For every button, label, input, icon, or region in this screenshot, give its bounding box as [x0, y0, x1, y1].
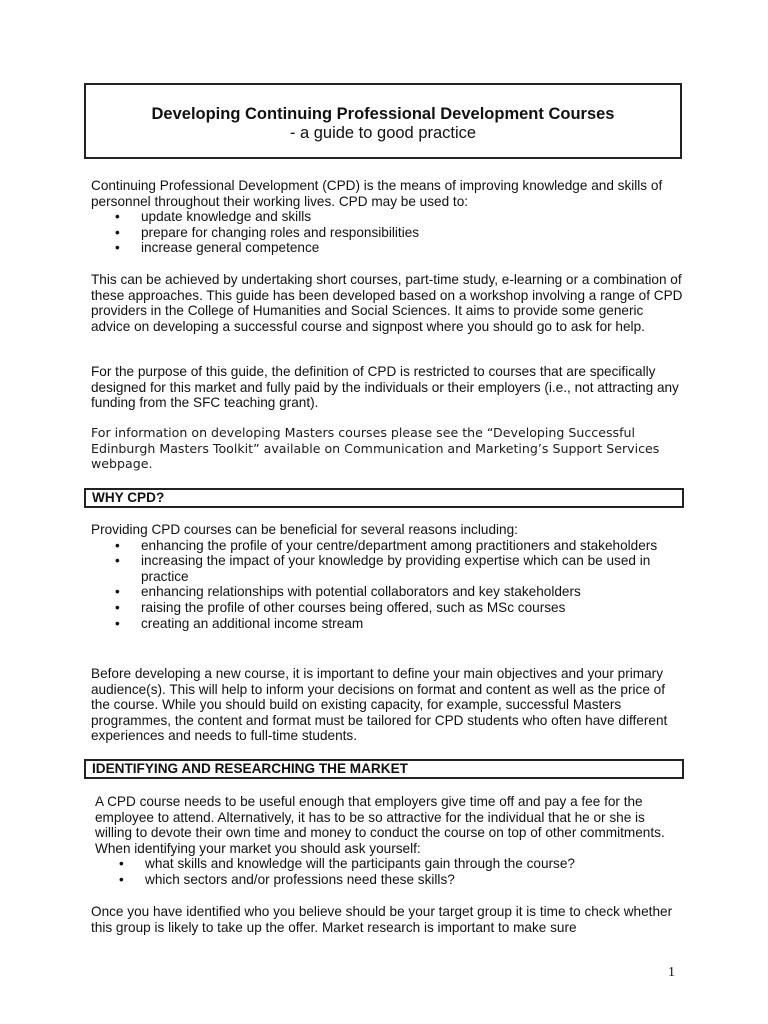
list-item: • which sectors and/or professions need these skills?	[119, 871, 455, 887]
why-cpd-heading: WHY CPD?	[84, 488, 684, 508]
list-item: • what skills and knowledge will the participants gain through the course?	[119, 856, 575, 872]
list-item: • prepare for changing roles and responsibilities	[115, 224, 420, 240]
market-bullet-list	[95, 856, 683, 887]
market-paragraph: A CPD course needs to be useful enough that employers give time off and pay a fee for the employee to attend. Alternatively, it has to be so attractive for the individual that he or she is willing to devote their own time and money to conduct the course on top of other commitments. When identifying your market you should ask yourself:	[95, 794, 665, 856]
page-number: 1	[668, 965, 675, 980]
bullet-icon: •	[115, 240, 120, 256]
why-cpd-bullet-list	[91, 538, 683, 632]
bullet-icon: •	[115, 599, 120, 615]
bullet-icon: •	[119, 856, 124, 872]
bullet-icon: •	[115, 224, 120, 240]
bullet-icon: •	[115, 553, 120, 569]
market-heading: IDENTIFYING AND RESEARCHING THE MARKET	[84, 759, 684, 779]
definition-paragraph: For the purpose of this guide, the definition of CPD is restricted to courses that are specifically designed for this market and fully paid by the individuals or their employers (i.e., not attracting any funding from the SFC teaching grant).	[91, 364, 679, 411]
list-item: • creating an additional income stream	[115, 615, 364, 631]
list-item: • enhancing relationships with potential collaborators and key stakeholders	[115, 584, 581, 600]
bullet-icon: •	[115, 584, 120, 600]
bullet-icon: •	[115, 537, 120, 553]
bullet-icon: •	[119, 871, 124, 887]
intro-bullet-list	[91, 209, 683, 256]
bullet-icon: •	[115, 615, 120, 631]
target-group-paragraph: Once you have identified who you believe should be your target group it is time to check whether this group is likely to take up the offer. Market research is important to make sure	[91, 904, 673, 935]
why-cpd-section	[91, 522, 683, 631]
list-item: • enhancing the profile of your centre/department among practitioners and stakeholders	[115, 537, 658, 553]
intro-paragraph: Continuing Professional Development (CPD) is the means of improving knowledge and skills of personnel throughout their working lives. CPD may be used to:	[91, 178, 663, 209]
list-item: • increasing the impact of your knowledge by providing expertise which can be used in practice	[115, 553, 651, 584]
why-cpd-intro: Providing CPD courses can be beneficial for several reasons including:	[91, 522, 518, 537]
title-box	[84, 83, 682, 159]
document-subtitle: - a guide to good practice	[289, 124, 477, 142]
bullet-icon: •	[115, 209, 120, 225]
intro-section	[91, 178, 683, 256]
list-item: • raising the profile of other courses being offered, such as MSc courses	[115, 599, 566, 615]
objectives-paragraph: Before developing a new course, it is important to define your main objectives and your primary audience(s). This will help to inform your decisions on format and content as well as the price of the course. While you should build on existing capacity, for example, successful Masters programmes, the content and format must be tailored for CPD students who often have different experiences and needs to full-time students.	[91, 666, 668, 744]
market-section	[95, 794, 683, 888]
list-item: • update knowledge and skills	[115, 209, 312, 225]
list-item: • increase general competence	[115, 240, 320, 256]
masters-info-note: For information on developing Masters courses please see the “Developing Successful Edinburgh Masters Toolkit” available on Communication and Marketing’s Support Services webpage.	[91, 425, 660, 472]
document-title: Developing Continuing Professional Development Courses	[151, 105, 615, 123]
approaches-paragraph: This can be achieved by undertaking short courses, part-time study, e-learning or a combination of these approaches. This guide has been developed based on a workshop involving a range of CPD providers in the College of Humanities and Social Sciences. It aims to provide some generic advice on developing a successful course and signpost where you should go to ask for help.	[91, 272, 683, 334]
